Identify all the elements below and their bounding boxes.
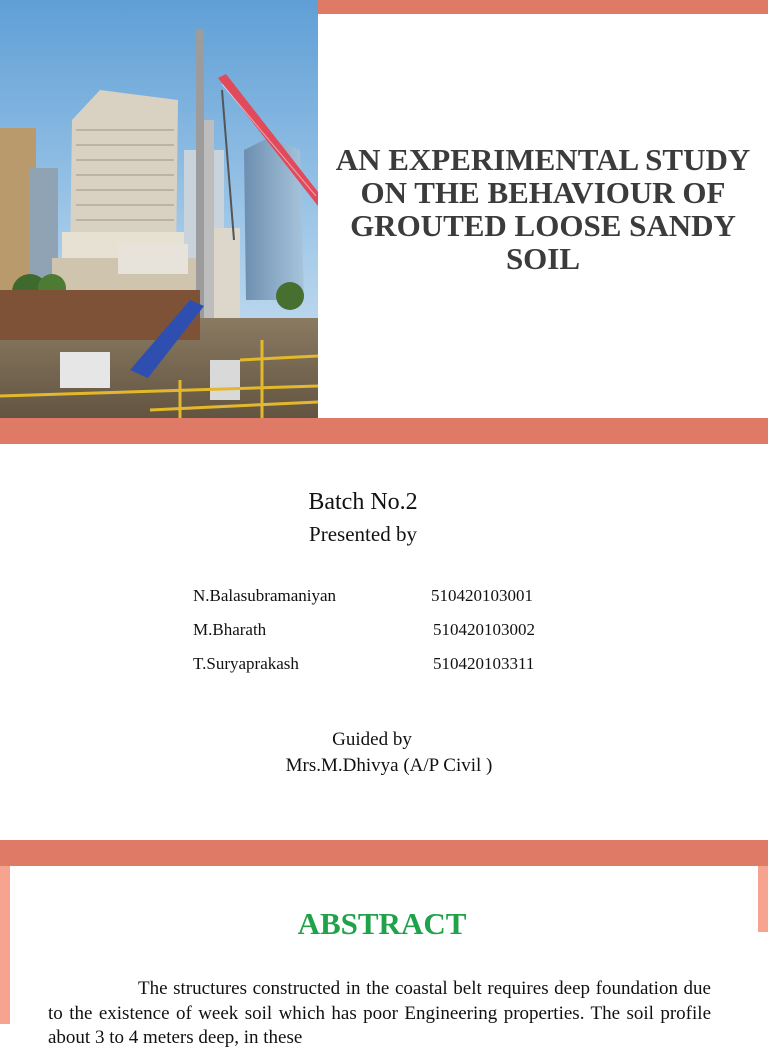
- top-accent-bar: [318, 0, 768, 14]
- member-name: M.Bharath: [193, 620, 267, 639]
- presentation-title: AN EXPERIMENTAL STUDY ON THE BEHAVIOUR OF GROUTED LOOSE SANDY SOIL: [335, 142, 751, 276]
- member-name: T.Suryaprakash: [193, 654, 299, 673]
- construction-site-photo: [0, 0, 318, 432]
- left-accent-strip: [0, 866, 10, 1024]
- batch-number: Batch No.2: [308, 489, 418, 515]
- title-slide: [0, 0, 768, 444]
- abstract-heading: ABSTRACT: [297, 906, 467, 941]
- presented-by-label: Presented by: [309, 522, 417, 546]
- guide-name: Mrs.M.Dhivya (A/P Civil ): [285, 755, 493, 776]
- member-id: 510420103002: [433, 620, 535, 639]
- member-id: 510420103311: [433, 654, 535, 673]
- top-accent-bar: [0, 840, 768, 866]
- team-slide: [0, 444, 768, 840]
- member-name: N.Balasubramaniyan: [193, 586, 337, 605]
- abstract-slide: [0, 840, 768, 1048]
- bottom-accent-bar: [0, 418, 768, 444]
- abstract-text: The structures constructed in the coastal belt requires deep foundation due to the existence of week soil which has poor Engineering properties. The soil profile about 3 to 4 meters deep, in these: [48, 978, 711, 1048]
- guided-by-label: Guided by: [332, 729, 412, 750]
- member-id: 510420103001: [431, 586, 533, 605]
- abstract-body: [48, 977, 711, 1051]
